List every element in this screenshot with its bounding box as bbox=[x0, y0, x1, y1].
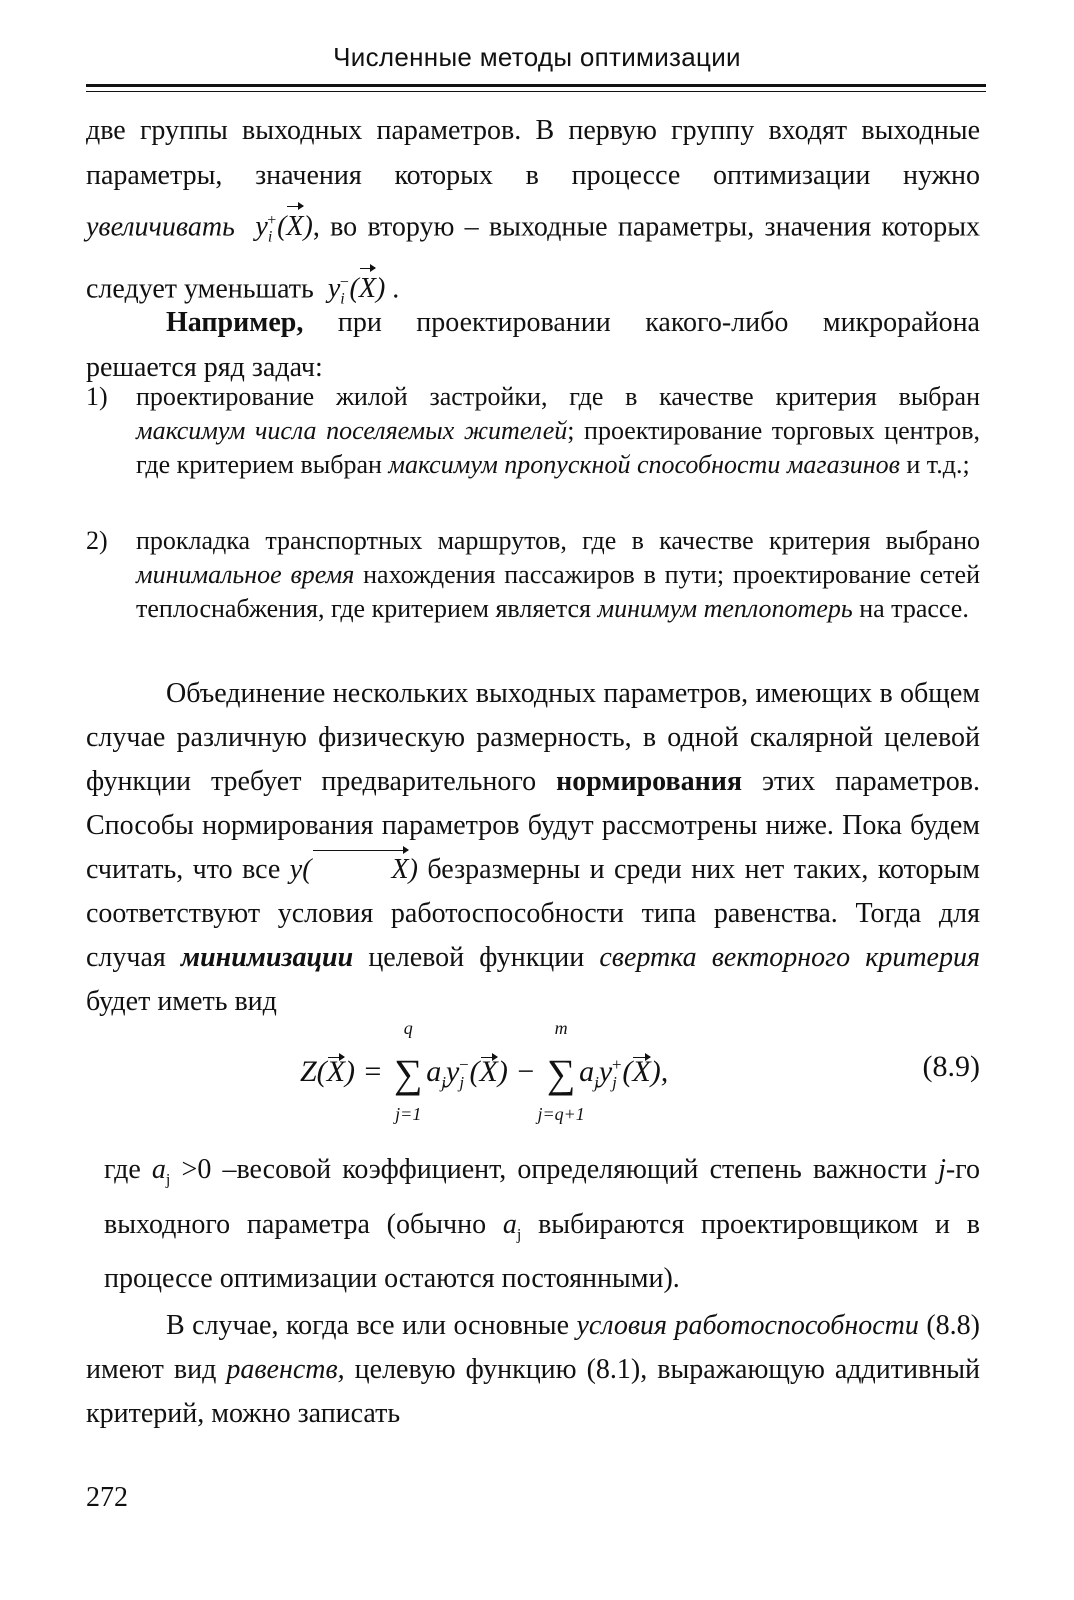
text: нахождения пассажиров в пути; проектирование сетей теплоснабжения, где критерием является bbox=[136, 560, 980, 623]
emphasis: максимум пропускной способности магазинов bbox=[388, 450, 900, 479]
text: и т.д.; bbox=[899, 450, 970, 479]
math-sup: + bbox=[610, 1055, 623, 1074]
math-text: y bbox=[445, 1055, 460, 1088]
sum-upper-limit: q bbox=[403, 1018, 413, 1038]
sum-symbol: ∑ m j=q+1 bbox=[543, 1050, 579, 1097]
math-y-plus: $y_i^+(X)$ bbox=[255, 211, 312, 242]
text: -го выходного параметра (обычно bbox=[104, 1154, 980, 1240]
math-text: y bbox=[598, 1055, 613, 1088]
math-sub: j bbox=[441, 1073, 446, 1092]
bold-italic-term: минимизации bbox=[180, 942, 354, 973]
math-sup: − bbox=[458, 1055, 470, 1074]
emphasis: свертка векторного критерия bbox=[599, 942, 980, 973]
vector-X: X bbox=[632, 1055, 651, 1088]
text: ; проектирование торговых центров, где критерием выбран bbox=[136, 416, 980, 479]
list-item-body bbox=[136, 524, 980, 626]
paragraph-weights bbox=[104, 1148, 980, 1301]
text: безразмерны и среди них нет таких, которым соответствуют условия работоспособности типа равенства. Тогда для случая bbox=[86, 854, 980, 973]
emphasis: увеличивать bbox=[86, 211, 235, 243]
math-text: ) = bbox=[345, 1055, 391, 1088]
math-sub: j bbox=[612, 1073, 617, 1092]
emphasis: условия работоспособности bbox=[576, 1310, 919, 1341]
math-text: a bbox=[579, 1055, 595, 1088]
vector-X: X bbox=[312, 848, 409, 892]
page-number: 272 bbox=[86, 1482, 128, 1513]
text: прокладка транспортных маршрутов, где в качестве критерия выбрано bbox=[136, 526, 980, 555]
list-item-body bbox=[136, 380, 980, 482]
math-a-j: $a_j$ bbox=[502, 1208, 522, 1244]
sum-upper-limit: m bbox=[554, 1018, 568, 1038]
math-text: Z( bbox=[300, 1055, 327, 1088]
math-a-j: $a_j$ bbox=[151, 1154, 171, 1189]
text: этих параметров. Способы нормирования параметров будут рассмотрены ниже. Пока будем считать, что все bbox=[86, 766, 980, 885]
text: целевой функции bbox=[353, 942, 600, 973]
text: . bbox=[392, 273, 400, 305]
text: >0 –весовой коэффициент, определяющий степень важности bbox=[170, 1154, 939, 1185]
sum-lower-limit: j=q+1 bbox=[537, 1104, 585, 1124]
paragraph-equalities bbox=[86, 1304, 980, 1436]
list-number: 1) bbox=[86, 382, 108, 411]
text: при проектировании какого-либо микрорайона решается ряд задач: bbox=[86, 307, 980, 383]
paragraph-normalization bbox=[86, 672, 980, 1024]
list-item bbox=[86, 380, 980, 482]
vector-X: X bbox=[359, 266, 376, 311]
vector-X: X bbox=[479, 1055, 498, 1088]
text: , во вторую – выходные параметры, значения которых следует уменьшать bbox=[86, 211, 981, 305]
math-text: ), bbox=[650, 1055, 669, 1088]
math-sub: j bbox=[459, 1073, 465, 1092]
vector-X: X bbox=[326, 1055, 346, 1088]
emphasis: минимальное время bbox=[136, 560, 355, 589]
emphasis: равенств, bbox=[226, 1354, 345, 1385]
header-rule-thin bbox=[86, 91, 986, 92]
running-title: Численные методы оптимизации bbox=[333, 42, 741, 72]
math-y-minus: $y_i^-(X)$ bbox=[328, 273, 385, 304]
equation-number: (8.9) bbox=[922, 1050, 980, 1083]
emphasis: максимум числа поселяемых жителей bbox=[136, 416, 568, 445]
bold-lead: Например, bbox=[166, 307, 304, 338]
math-sub: j bbox=[594, 1073, 599, 1092]
math-text: − bbox=[507, 1055, 544, 1088]
list-number: 2) bbox=[86, 526, 108, 555]
text: на трассе. bbox=[852, 594, 969, 623]
text: целевую функцию (8.1), выражающую аддитивный критерий, можно записать bbox=[86, 1354, 980, 1429]
text: две группы выходных параметров. В первую группу входят выходные параметры, значения которых в процессе оптимизации нужно bbox=[86, 115, 980, 191]
text: проектирование жилой застройки, где в качестве критерия выбран bbox=[136, 382, 980, 411]
vector-X: X bbox=[286, 204, 303, 249]
text: (8.8) имеют вид bbox=[86, 1310, 981, 1385]
text: будет иметь вид bbox=[86, 986, 277, 1017]
math-j: j bbox=[938, 1154, 946, 1185]
header-rule-thick bbox=[86, 84, 986, 87]
text: выбираются проектировщиком и в процессе оптимизации остаются постоянными). bbox=[104, 1208, 980, 1295]
paragraph-output-groups bbox=[86, 108, 980, 322]
list-item bbox=[86, 524, 980, 626]
sum-lower-limit: j=1 bbox=[395, 1104, 422, 1124]
text: В случае, когда все или основные bbox=[166, 1310, 577, 1341]
paragraph-example bbox=[86, 300, 980, 390]
equation-expression: Z(X) = ∑ q j=1 $a_jy_j^-(X)$ − ∑ m j=q+1 $a_jy_j^+(X)$, bbox=[300, 1018, 669, 1124]
math-y-of-X: y( X) bbox=[290, 854, 418, 885]
sum-symbol: ∑ q j=1 bbox=[390, 1050, 426, 1097]
emphasis: минимум теплопотерь bbox=[597, 594, 853, 623]
text: Объединение нескольких выходных параметров, имеющих в общем случае различную физическую размерность, в одной скалярной целевой функции требует предварительного bbox=[86, 678, 980, 797]
text: где bbox=[104, 1154, 152, 1185]
math-text: a bbox=[426, 1055, 442, 1088]
bold-term: нормирования bbox=[556, 766, 743, 797]
equation-8-9 bbox=[300, 1020, 980, 1130]
